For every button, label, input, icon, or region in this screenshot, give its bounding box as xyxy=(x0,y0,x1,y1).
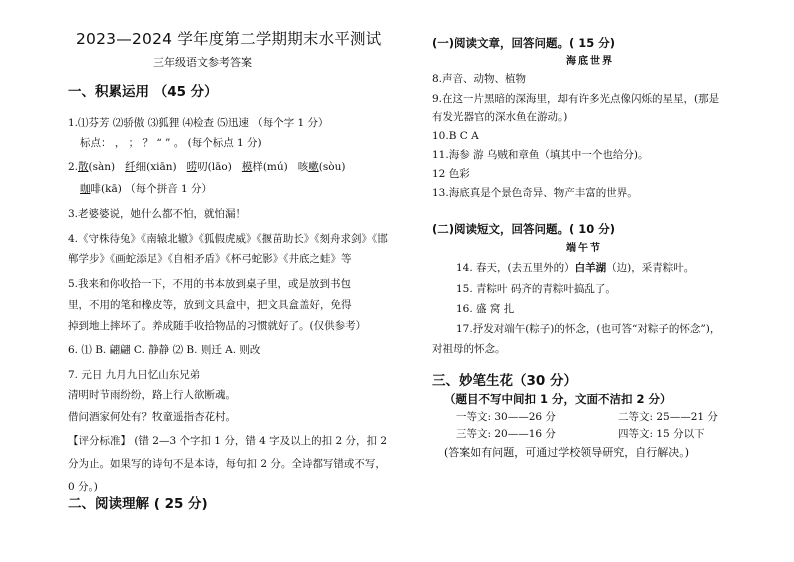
reading2-article-title: 端午节 xyxy=(566,243,602,254)
q4-line2: 郸学步》《画蛇添足》《自相矛盾》《杯弓蛇影》《井底之蛙》等 xyxy=(68,253,352,265)
q2-word-4-rest: 样 xyxy=(252,161,263,173)
q1-punctuation: 标点： ， ； ？ “ ” 。 (每个标点 1 分) xyxy=(80,137,262,149)
q2-pinyin-2: (xiān) xyxy=(146,161,177,173)
q2-word-2: 纤 xyxy=(125,161,136,173)
section1-heading: 一、积累运用 （45 分） xyxy=(68,84,218,100)
q2-word-2-rest: 细 xyxy=(135,161,147,173)
footnote: (答案如有问题，可通过学校领导研究，自行解决。) xyxy=(444,446,690,459)
q5-line2: 里，不用的笔和橡皮等，放到文具盒中，把文具盒盖好，免得 xyxy=(68,299,352,311)
grade-fourth: 四等文: 15 分以下 xyxy=(618,428,705,440)
q7-scoring-line1: 【评分标准】 (错 2—3 个字扣 1 分，错 4 字及以上的扣 2 分，扣 2 xyxy=(68,435,388,447)
q17-line1: 17.抒发对端午(粽子)的怀念，(也可答“对粽子的怀念”)， xyxy=(456,323,721,335)
q2-word-5-prefix: 咳 xyxy=(297,161,309,173)
q10-answer: 10.B C A xyxy=(432,130,479,142)
q2-pinyin-4: (mú) xyxy=(262,161,288,173)
section2-heading: 二、阅读理解 ( 25 分) xyxy=(68,496,208,512)
q2-line2-word: 咖 xyxy=(80,183,91,195)
q2-word-3-rest: 叨 xyxy=(197,161,208,173)
q2-word-3: 唠 xyxy=(186,161,198,173)
q3-answer: 3.老婆婆说，她什么都不怕，就怕漏！ xyxy=(68,208,247,220)
q5-line1: 5.我来和你收拾一下，不用的书本放到桌子里，或是放到书包 xyxy=(68,278,352,290)
grade-second: 二等文: 25——21 分 xyxy=(618,411,718,423)
q2-word-4: 模 xyxy=(241,161,253,173)
q7-scoring-line2: 分为止。如果写的诗句不是本诗，每句扣 2 分。全诗都写错或不写， xyxy=(68,458,386,470)
q9-line1: 9.在这一片黑暗的深海里，却有许多光点像闪烁的星星，(那是 xyxy=(432,93,720,105)
q2-word-5: 嗽 xyxy=(308,161,319,173)
q11-answer: 11.海参 游 乌贼和章鱼（填其中一个也给分)。 xyxy=(432,149,649,161)
q2-prefix: 2. xyxy=(68,161,79,173)
q14-part-c: （边)，采青粽叶。 xyxy=(606,262,695,274)
q8-answer: 8.声音、动物、植物 xyxy=(432,73,527,85)
q2-line2 xyxy=(80,182,212,196)
q2-pinyin-row xyxy=(68,160,345,174)
q15-answer: 15. 青粽叶 码齐的青粽叶搞乱了。 xyxy=(456,283,616,295)
reading1-heading: (一)阅读文章，回答问题。( 15 分) xyxy=(432,36,616,50)
q16-answer: 16. 盛 窝 扎 xyxy=(456,303,515,315)
q1-answer: 1.⑴芬芳 ⑵骄傲 ⑶狐狸 ⑷检查 ⑸迅速 （每个字 1 分） xyxy=(68,117,329,129)
q2-line2-rest: 啡(kā) （每个拼音 1 分） xyxy=(90,183,213,195)
q7-scoring-line3: 0 分。) xyxy=(68,481,98,493)
q7-line3: 借问酒家何处有？牧童遥指杏花村。 xyxy=(68,411,236,423)
grade-first: 一等文: 30——26 分 xyxy=(456,411,556,423)
q5-line3: 掉到地上摔坏了。养成随手收拾物品的习惯就好了。(仅供参考） xyxy=(68,320,367,332)
grade-third: 三等文: 20——16 分 xyxy=(456,428,556,440)
reading1-article-title: 海底世界 xyxy=(566,56,614,67)
q2-pinyin-5: (sòu) xyxy=(318,161,346,173)
q14-part-a: 14. 春天，(去五里外的） xyxy=(456,262,575,274)
page-title: 2023—2024 学年度第二学期期末水平测试 xyxy=(76,30,382,48)
q14-keyword: 白羊湖 xyxy=(574,262,607,274)
q7-line2: 清明时节雨纷纷，路上行人欲断魂。 xyxy=(68,389,236,401)
q7-line1: 7. 元日 九月九日忆山东兄弟 xyxy=(68,369,201,381)
page-subtitle: 三年级语文参考答案 xyxy=(153,56,252,69)
reading2-heading: (二)阅读短文，回答问题。( 10 分) xyxy=(432,222,616,236)
q6-answer: 6. ⑴ B. 翩翩 C. 静静 ⑵ B. 则迁 A. 则改 xyxy=(68,344,261,356)
q2-word-1: 散 xyxy=(78,161,89,173)
q4-line1: 4.《守株待兔》《南辕北辙》《狐假虎威》《揠苗助长》《刻舟求剑》《邯 xyxy=(68,233,388,245)
q2-pinyin-1: (sàn) xyxy=(88,161,116,173)
q17-line2: 对祖母的怀念。 xyxy=(432,343,506,355)
q14-answer xyxy=(456,261,694,275)
q2-pinyin-3: (lāo) xyxy=(207,161,232,173)
section3-heading: 三、妙笔生花（30 分） xyxy=(432,373,577,389)
q9-line2: 有发光器官的深水鱼在游动。) xyxy=(432,111,568,123)
section3-rule: （题目不写中间扣 1 分，文面不洁扣 2 分） xyxy=(444,392,672,406)
q12-answer: 12 色彩 xyxy=(432,168,470,180)
q13-answer: 13.海底真是个景色奇异、物产丰富的世界。 xyxy=(432,187,638,199)
